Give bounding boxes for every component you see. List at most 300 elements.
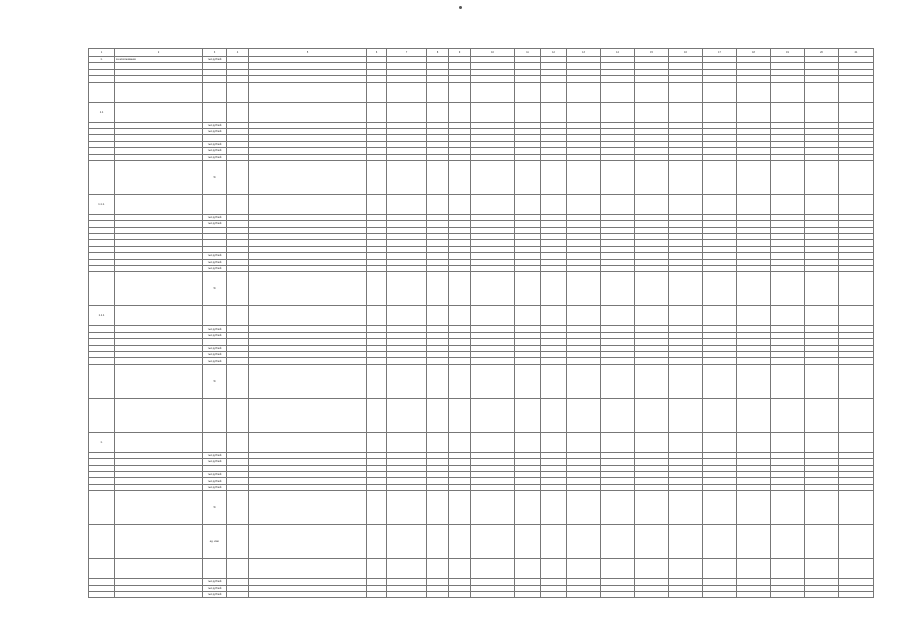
table-cell — [669, 194, 703, 214]
table-cell — [387, 491, 427, 525]
table-cell: тыс.рублей — [203, 351, 227, 357]
table-cell: тыс.рублей — [203, 585, 227, 591]
table-cell — [703, 82, 737, 102]
table-cell — [249, 194, 367, 214]
table-cell: тыс.рублей — [203, 148, 227, 154]
table-cell — [427, 364, 449, 398]
table-cell — [471, 491, 515, 525]
table-cell — [541, 160, 567, 194]
table-cell — [115, 525, 203, 559]
table-cell — [367, 82, 387, 102]
table-cell: тыс.рублей — [203, 259, 227, 265]
table-cell: 1.1.1. — [89, 194, 115, 214]
table-cell — [471, 306, 515, 326]
table-cell — [567, 102, 601, 122]
table-cell — [471, 102, 515, 122]
table-cell — [115, 559, 203, 579]
table-cell — [635, 559, 669, 579]
table-cell — [805, 194, 839, 214]
table-cell: тыс.рублей — [203, 579, 227, 585]
table-cell — [89, 364, 115, 398]
table-cell — [703, 559, 737, 579]
table-cell — [737, 160, 771, 194]
table-cell — [449, 559, 471, 579]
table-cell — [227, 194, 249, 214]
table-cell — [737, 272, 771, 306]
column-number-cell: 1 — [89, 49, 115, 57]
table-cell — [387, 398, 427, 432]
column-number-row — [89, 49, 874, 57]
table-cell — [367, 364, 387, 398]
table-cell — [541, 364, 567, 398]
table-cell — [427, 82, 449, 102]
table-cell — [115, 82, 203, 102]
table-cell — [515, 194, 541, 214]
table-cell — [449, 272, 471, 306]
column-number-cell: 11 — [515, 49, 541, 57]
table-cell — [703, 272, 737, 306]
table-cell — [669, 160, 703, 194]
table-cell — [449, 364, 471, 398]
table-cell — [367, 160, 387, 194]
column-number-cell: 14 — [601, 49, 635, 57]
table-cell — [567, 491, 601, 525]
table-cell — [471, 591, 515, 597]
column-number-cell: 3 — [203, 49, 227, 57]
table-cell — [541, 102, 567, 122]
table-cell — [367, 559, 387, 579]
table-cell — [737, 364, 771, 398]
table-cell — [227, 525, 249, 559]
table-cell — [541, 272, 567, 306]
table-cell — [839, 364, 874, 398]
table-cell — [249, 591, 367, 597]
table-cell — [449, 525, 471, 559]
table-cell — [805, 82, 839, 102]
table-cell — [839, 591, 874, 597]
table-cell — [115, 398, 203, 432]
table-cell — [249, 102, 367, 122]
table-cell — [601, 398, 635, 432]
table-cell: 1. — [89, 432, 115, 452]
table-cell — [515, 491, 541, 525]
table-cell — [203, 398, 227, 432]
table-cell — [601, 432, 635, 452]
table-cell — [471, 364, 515, 398]
table-cell — [601, 82, 635, 102]
table-cell — [449, 82, 471, 102]
column-number-cell: 17 — [703, 49, 737, 57]
table-cell — [737, 82, 771, 102]
table-cell — [601, 194, 635, 214]
table-cell — [601, 306, 635, 326]
table-cell — [427, 102, 449, 122]
table-cell — [449, 432, 471, 452]
table-cell — [771, 160, 805, 194]
table-cell — [839, 398, 874, 432]
table-cell — [203, 306, 227, 326]
table-cell — [115, 160, 203, 194]
table-cell — [427, 398, 449, 432]
table-cell: % — [203, 160, 227, 194]
table-cell — [249, 491, 367, 525]
table-cell — [771, 559, 805, 579]
table-cell — [771, 491, 805, 525]
table-cell — [839, 160, 874, 194]
table-cell — [89, 160, 115, 194]
table-cell — [115, 491, 203, 525]
table-row — [89, 491, 874, 525]
table-cell — [703, 398, 737, 432]
table-cell — [387, 525, 427, 559]
table-cell — [567, 432, 601, 452]
table-cell — [601, 491, 635, 525]
table-cell — [703, 591, 737, 597]
table-cell — [515, 559, 541, 579]
table-cell: тыс.рублей — [203, 128, 227, 134]
table-cell — [515, 591, 541, 597]
table-cell — [387, 82, 427, 102]
table-cell — [541, 306, 567, 326]
table-cell — [635, 272, 669, 306]
page-top-mark — [459, 6, 462, 9]
table-cell — [515, 82, 541, 102]
table-cell — [387, 194, 427, 214]
table-cell: тыс.рублей — [203, 214, 227, 220]
table-cell — [387, 102, 427, 122]
table-cell — [567, 194, 601, 214]
table-cell — [567, 559, 601, 579]
column-number-cell: 10 — [471, 49, 515, 57]
table-cell: тыс.рублей — [203, 478, 227, 484]
table-cell — [635, 82, 669, 102]
table-cell — [515, 272, 541, 306]
table-cell — [601, 272, 635, 306]
table-cell: тыс.рублей — [203, 266, 227, 272]
table-cell — [249, 364, 367, 398]
table-cell — [669, 432, 703, 452]
column-number-cell: 21 — [839, 49, 874, 57]
table-cell — [89, 559, 115, 579]
table-cell — [635, 491, 669, 525]
column-number-cell: 16 — [669, 49, 703, 57]
table-row — [89, 364, 874, 398]
table-cell — [567, 398, 601, 432]
table-cell — [669, 82, 703, 102]
table-cell: тыс.рублей — [203, 154, 227, 160]
table-cell — [115, 591, 203, 597]
table-cell — [805, 559, 839, 579]
table-cell — [203, 432, 227, 452]
table-cell: тыс.рублей — [203, 591, 227, 597]
table-cell — [249, 272, 367, 306]
table-cell — [249, 398, 367, 432]
table-cell — [249, 82, 367, 102]
table-cell — [367, 525, 387, 559]
table-cell: тыс.рублей — [203, 332, 227, 338]
table-cell — [115, 102, 203, 122]
document-page — [88, 48, 873, 636]
table-cell — [227, 491, 249, 525]
table-cell — [227, 591, 249, 597]
table-cell — [367, 272, 387, 306]
column-number-cell: 20 — [805, 49, 839, 57]
table-cell — [387, 272, 427, 306]
table-cell — [471, 272, 515, 306]
table-cell — [367, 306, 387, 326]
table-cell — [601, 591, 635, 597]
table-cell — [203, 102, 227, 122]
table-cell — [449, 591, 471, 597]
table-cell — [567, 272, 601, 306]
table-cell — [635, 525, 669, 559]
column-number-cell: 13 — [567, 49, 601, 57]
table-cell — [115, 364, 203, 398]
table-cell — [203, 82, 227, 102]
table-row — [89, 559, 874, 579]
table-cell: тыс.рублей — [203, 484, 227, 490]
table-cell — [737, 398, 771, 432]
table-cell: тыс.рублей — [203, 452, 227, 458]
table-cell — [771, 591, 805, 597]
table-cell — [703, 102, 737, 122]
table-cell — [515, 102, 541, 122]
table-cell — [635, 364, 669, 398]
table-cell — [387, 559, 427, 579]
table-cell — [669, 306, 703, 326]
table-cell — [515, 160, 541, 194]
table-cell — [541, 559, 567, 579]
table-cell — [227, 364, 249, 398]
table-cell — [541, 525, 567, 559]
table-cell — [427, 591, 449, 597]
table-cell — [669, 525, 703, 559]
table-cell — [635, 102, 669, 122]
table-cell — [839, 432, 874, 452]
table-cell: тыс.рублей — [203, 345, 227, 351]
column-number-cell: 18 — [737, 49, 771, 57]
table-cell — [771, 525, 805, 559]
table-cell — [703, 525, 737, 559]
table-cell — [471, 525, 515, 559]
table-cell — [703, 491, 737, 525]
table-cell — [737, 194, 771, 214]
table-row — [89, 432, 874, 452]
table-row — [89, 525, 874, 559]
table-cell — [115, 194, 203, 214]
table-cell — [427, 160, 449, 194]
table-cell — [567, 82, 601, 102]
table-cell — [601, 525, 635, 559]
table-cell — [805, 591, 839, 597]
table-row — [89, 272, 874, 306]
table-cell — [227, 432, 249, 452]
table-cell — [89, 82, 115, 102]
table-cell — [601, 102, 635, 122]
table-cell: 1.1 — [89, 102, 115, 122]
table-cell: 1.1.1 — [89, 306, 115, 326]
table-cell — [771, 194, 805, 214]
table-cell — [249, 160, 367, 194]
table-cell — [669, 272, 703, 306]
table-cell — [387, 432, 427, 452]
table-cell — [703, 160, 737, 194]
table-cell — [515, 398, 541, 432]
table-cell — [367, 398, 387, 432]
table-cell — [771, 82, 805, 102]
table-cell — [471, 559, 515, 579]
table-cell — [203, 194, 227, 214]
table-cell — [703, 364, 737, 398]
table-cell — [839, 102, 874, 122]
table-cell — [567, 525, 601, 559]
table-cell — [805, 491, 839, 525]
table-cell — [771, 432, 805, 452]
table-cell: 1. — [89, 57, 115, 63]
table-cell — [805, 306, 839, 326]
table-cell: тыс.рублей — [203, 122, 227, 128]
table-cell — [471, 194, 515, 214]
table-row — [89, 160, 874, 194]
table-cell — [89, 525, 115, 559]
table-cell: тыс.рублей — [203, 221, 227, 227]
column-number-cell: 9 — [449, 49, 471, 57]
table-cell — [541, 398, 567, 432]
table-cell — [805, 160, 839, 194]
table-cell — [771, 272, 805, 306]
column-number-cell: 4 — [227, 49, 249, 57]
table-cell — [601, 559, 635, 579]
table-cell — [669, 491, 703, 525]
column-number-cell: 8 — [427, 49, 449, 57]
table-cell — [427, 272, 449, 306]
table-cell — [669, 398, 703, 432]
table-cell — [541, 82, 567, 102]
column-number-cell: 6 — [367, 49, 387, 57]
table-cell — [249, 559, 367, 579]
table-cell: ед. изм. — [203, 525, 227, 559]
table-row — [89, 591, 874, 597]
table-cell — [367, 102, 387, 122]
table-cell — [737, 432, 771, 452]
table-cell — [89, 272, 115, 306]
table-cell — [737, 102, 771, 122]
column-number-cell: 15 — [635, 49, 669, 57]
table-cell — [427, 306, 449, 326]
table-row — [89, 194, 874, 214]
table-cell — [771, 398, 805, 432]
table-cell — [805, 525, 839, 559]
table-cell — [805, 398, 839, 432]
table-cell — [839, 525, 874, 559]
table-cell — [449, 491, 471, 525]
table-cell — [227, 306, 249, 326]
table-cell — [449, 398, 471, 432]
table-cell: тыс.рублей — [203, 57, 227, 63]
table-cell — [515, 525, 541, 559]
table-cell — [737, 306, 771, 326]
table-cell — [227, 559, 249, 579]
column-number-cell: 7 — [387, 49, 427, 57]
table-cell — [771, 364, 805, 398]
table-cell — [449, 160, 471, 194]
table-cell — [669, 102, 703, 122]
table-cell — [227, 102, 249, 122]
table-cell — [567, 160, 601, 194]
table-cell: тыс.рублей — [203, 141, 227, 147]
table-cell — [227, 272, 249, 306]
table-cell — [249, 525, 367, 559]
table-cell: за ассигнования — [115, 57, 203, 63]
table-cell — [471, 160, 515, 194]
table-cell — [635, 432, 669, 452]
table-cell — [387, 160, 427, 194]
table-cell — [427, 559, 449, 579]
table-cell — [839, 306, 874, 326]
table-cell — [249, 306, 367, 326]
table-cell — [737, 491, 771, 525]
table-cell — [427, 432, 449, 452]
table-cell — [737, 559, 771, 579]
table-cell: % — [203, 272, 227, 306]
table-cell — [449, 306, 471, 326]
table-cell: % — [203, 491, 227, 525]
table-cell — [541, 432, 567, 452]
table-cell — [115, 306, 203, 326]
table-cell — [249, 432, 367, 452]
table-cell — [471, 398, 515, 432]
table-cell — [115, 272, 203, 306]
table-row — [89, 306, 874, 326]
column-number-cell: 5 — [249, 49, 367, 57]
table-cell: тыс.рублей — [203, 253, 227, 259]
table-cell — [805, 102, 839, 122]
table-cell — [367, 591, 387, 597]
table-cell — [703, 194, 737, 214]
table-cell — [515, 364, 541, 398]
table-cell — [635, 591, 669, 597]
table-row — [89, 398, 874, 432]
table-cell — [515, 306, 541, 326]
table-cell — [567, 364, 601, 398]
table-cell: % — [203, 364, 227, 398]
table-cell — [471, 82, 515, 102]
table-cell: тыс.рублей — [203, 326, 227, 332]
table-cell — [89, 491, 115, 525]
table-cell — [227, 160, 249, 194]
table-cell — [669, 364, 703, 398]
table-cell — [471, 432, 515, 452]
column-number-cell: 19 — [771, 49, 805, 57]
table-cell — [387, 364, 427, 398]
table-cell — [203, 559, 227, 579]
table-cell — [737, 525, 771, 559]
table-cell — [635, 306, 669, 326]
table-cell — [449, 194, 471, 214]
table-cell — [89, 398, 115, 432]
column-number-cell: 12 — [541, 49, 567, 57]
table-cell — [449, 102, 471, 122]
table-cell — [427, 525, 449, 559]
table-cell — [805, 364, 839, 398]
table-cell — [635, 160, 669, 194]
table-cell — [635, 398, 669, 432]
table-cell — [669, 559, 703, 579]
table-cell — [703, 306, 737, 326]
table-row — [89, 102, 874, 122]
table-cell — [367, 432, 387, 452]
table-cell: тыс.рублей — [203, 358, 227, 364]
